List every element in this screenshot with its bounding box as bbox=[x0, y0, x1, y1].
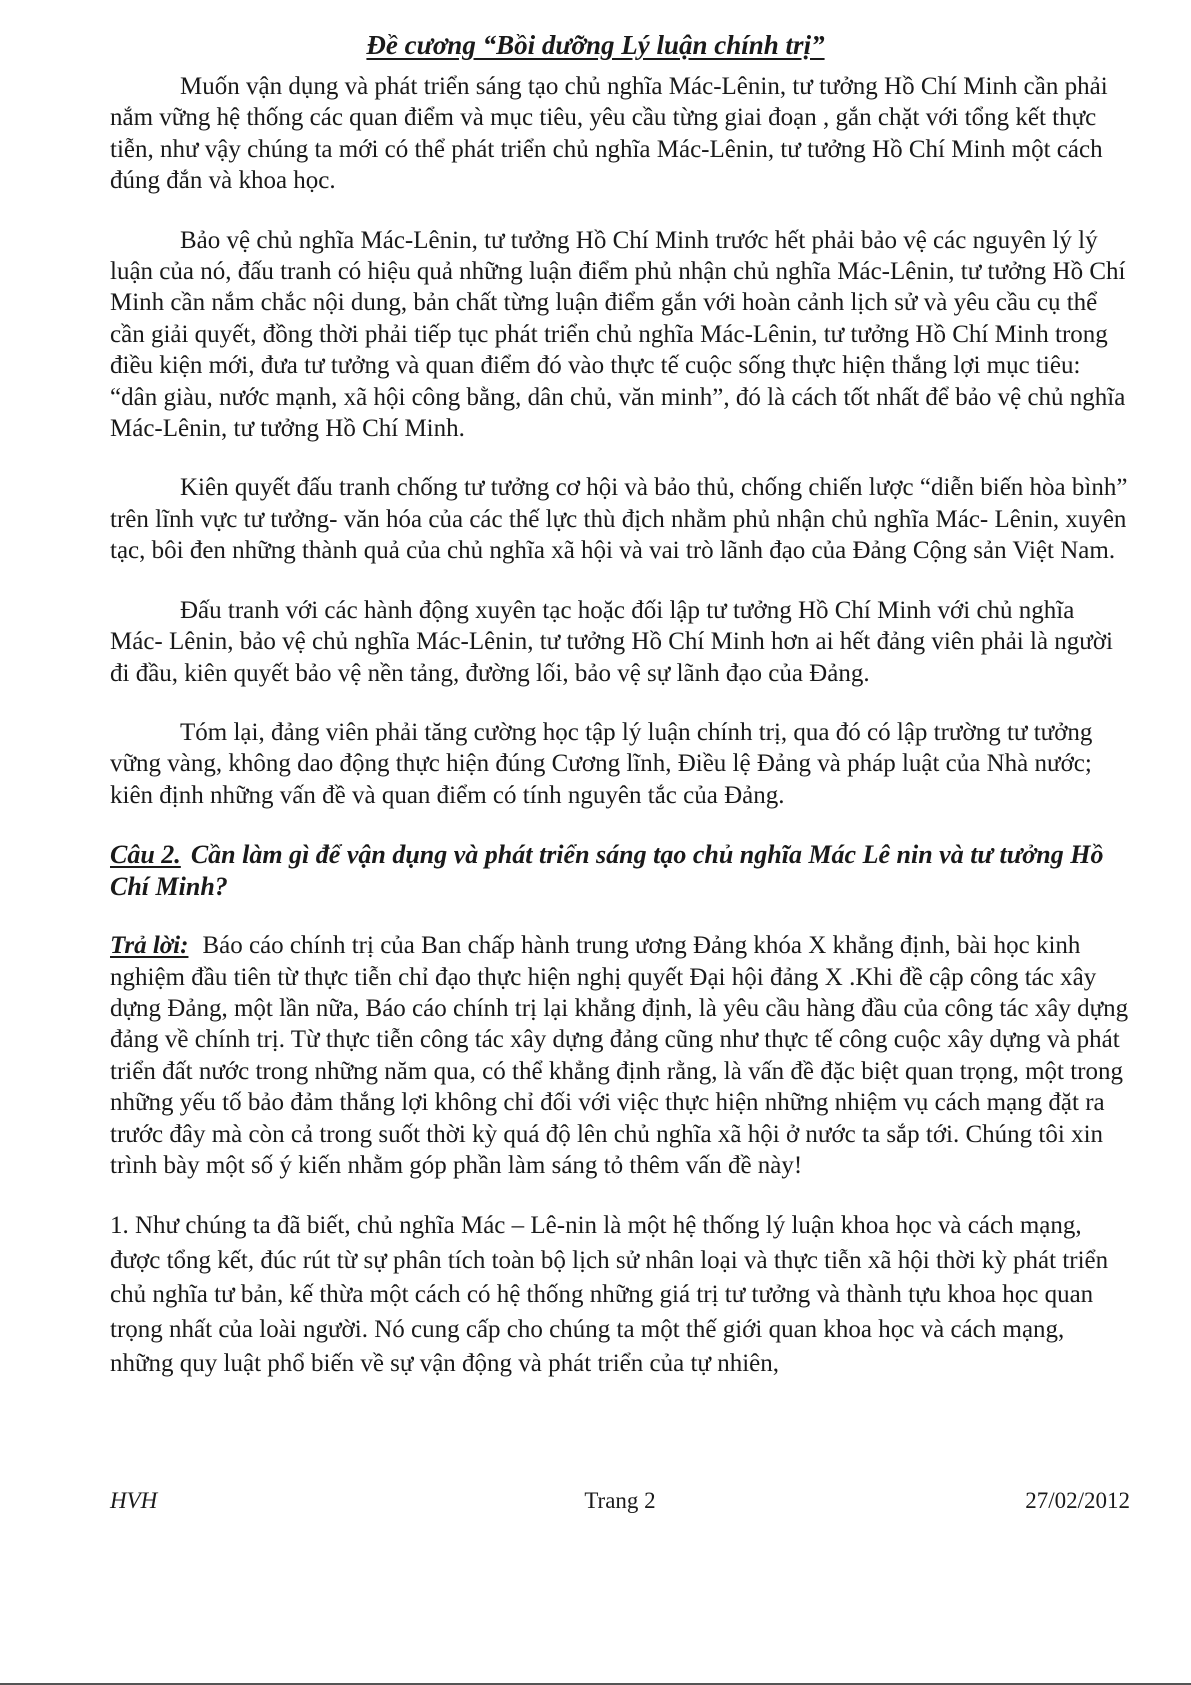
paragraph-2: Bảo vệ chủ nghĩa Mác-Lênin, tư tưởng Hồ Chí Minh trước hết phải bảo vệ các nguyên lý lý luận của nó, đấu tranh có hiệu quả những luận điểm phủ nhận chủ nghĩa Mác-Lênin, tư tưởng Hồ Chí Minh cần nắm chắc nội dung, bản chất từng luận điểm gắn với hoàn cảnh lịch sử và yêu cầu cụ thể cần giải quyết, đồng thời phải tiếp tục phát triển chủ nghĩa Mác-Lênin, tư tưởng Hồ Chí Minh trong điều kiện mới, đưa tư tưởng và quan điểm đó vào thực tế cuộc sống thực hiện thắng lợi mục tiêu: “dân giàu, nước mạnh, xã hội công bằng, dân chủ, văn minh”, đó là cách tốt nhất để bảo vệ chủ nghĩa Mác-Lênin, tư tưởng Hồ Chí Minh. bbox=[110, 226, 1126, 443]
footer-date: 27/02/2012 bbox=[1025, 1488, 1130, 1513]
question-label: Câu 2. bbox=[110, 840, 181, 870]
document-title: Đề cương “Bồi dưỡng Lý luận chính trị” bbox=[366, 30, 825, 60]
answer-label: Trả lời: bbox=[110, 932, 189, 960]
footer-page-number: Trang 2 bbox=[584, 1488, 656, 1513]
paragraph-3: Kiên quyết đấu tranh chống tư tưởng cơ hội và bảo thủ, chống chiến lược “diễn biến hòa bình” trên lĩnh vực tư tưởng- văn hóa của các thế lực thù địch nhằm phủ nhận chủ nghĩa Mác- Lênin, xuyên tạc, bôi đen những thành quả của chủ nghĩa xã hội và vai trò lãnh đạo của Đảng Cộng sản Việt Nam. bbox=[110, 474, 1128, 565]
question-heading bbox=[110, 839, 1130, 902]
answer-text: Báo cáo chính trị của Ban chấp hành trung ương Đảng khóa X khẳng định, bài học kinh nghiệm đầu tiên từ thực tiễn chỉ đạo thực hiện nghị quyết Đại hội đảng X .Khi đề cập công tác xây dựng Đảng, một lần nữa, Báo cáo chính trị lại khẳng định, là yêu cầu hàng đầu của công tác xây dựng đảng về chính trị. Từ thực tiễn công tác xây dựng đảng cũng như thực tế công cuộc xây dựng và phát triển đất nước trong những năm qua, có thể khẳng định rằng, là vấn đề đặc biệt quan trọng, một trong những yếu tố bảo đảm thắng lợi không chỉ đối với việc thực hiện những nhiệm vụ cách mạng đặt ra trước đây mà còn cả trong suốt thời kỳ quá độ lên chủ nghĩa xã hội ở nước ta sắp tới. Chúng tôi xin trình bày một số ý kiến nhằm góp phần làm sáng tỏ thêm vấn đề này! bbox=[110, 932, 1129, 1179]
paragraph-5: Tóm lại, đảng viên phải tăng cường học tập lý luận chính trị, qua đó có lập trường tư tưởng vững vàng, không dao động thực hiện đúng Cương lĩnh, Điều lệ Đảng và pháp luật của Nhà nước; kiên định những vấn đề và quan điểm có tính nguyên tắc của Đảng. bbox=[110, 718, 1093, 809]
paragraph-4: Đấu tranh với các hành động xuyên tạc hoặc đối lập tư tưởng Hồ Chí Minh với chủ nghĩa Mác- Lênin, bảo vệ chủ nghĩa Mác-Lênin, tư tưởng Hồ Chí Minh hơn ai hết đảng viên phải là người đi đầu, kiên quyết bảo vệ nền tảng, đường lối, bảo vệ sự lãnh đạo của Đảng. bbox=[110, 596, 1114, 687]
document-body bbox=[110, 71, 1130, 1381]
page-footer bbox=[110, 1488, 1130, 1518]
paragraph-1: Muốn vận dụng và phát triển sáng tạo chủ nghĩa Mác-Lênin, tư tưởng Hồ Chí Minh cần phải nắm vững hệ thống các quan điểm và mục tiêu, yêu cầu từng giai đoạn , gắn chặt với tổng kết thực tiễn, như vậy chúng ta mới có thể phát triển chủ nghĩa Mác-Lênin, tư tưởng Hồ Chí Minh một cách đúng đắn và khoa học. bbox=[110, 73, 1108, 195]
question-text: Cần làm gì để vận dụng và phát triển sáng tạo chủ nghĩa Mác Lê nin và tư tưởng Hồ Chí Minh? bbox=[110, 840, 1104, 901]
point-1-paragraph: 1. Như chúng ta đã biết, chủ nghĩa Mác – Lê-nin là một hệ thống lý luận khoa học và cách mạng, được tổng kết, đúc rút từ sự phân tích toàn bộ lịch sử nhân loại và thực tiễn xã hội thời kỳ phát triển chủ nghĩa tư bản, kế thừa một cách có hệ thống những giá trị tư tưởng và thành tựu khoa học quan trọng nhất của loài người. Nó cung cấp cho chúng ta một thế giới quan khoa học và cách mạng, những quy luật phổ biến về sự vận động và phát triển của tự nhiên, bbox=[110, 1212, 1109, 1377]
footer-author: HVH bbox=[110, 1488, 158, 1513]
answer-paragraph bbox=[110, 930, 1130, 1181]
